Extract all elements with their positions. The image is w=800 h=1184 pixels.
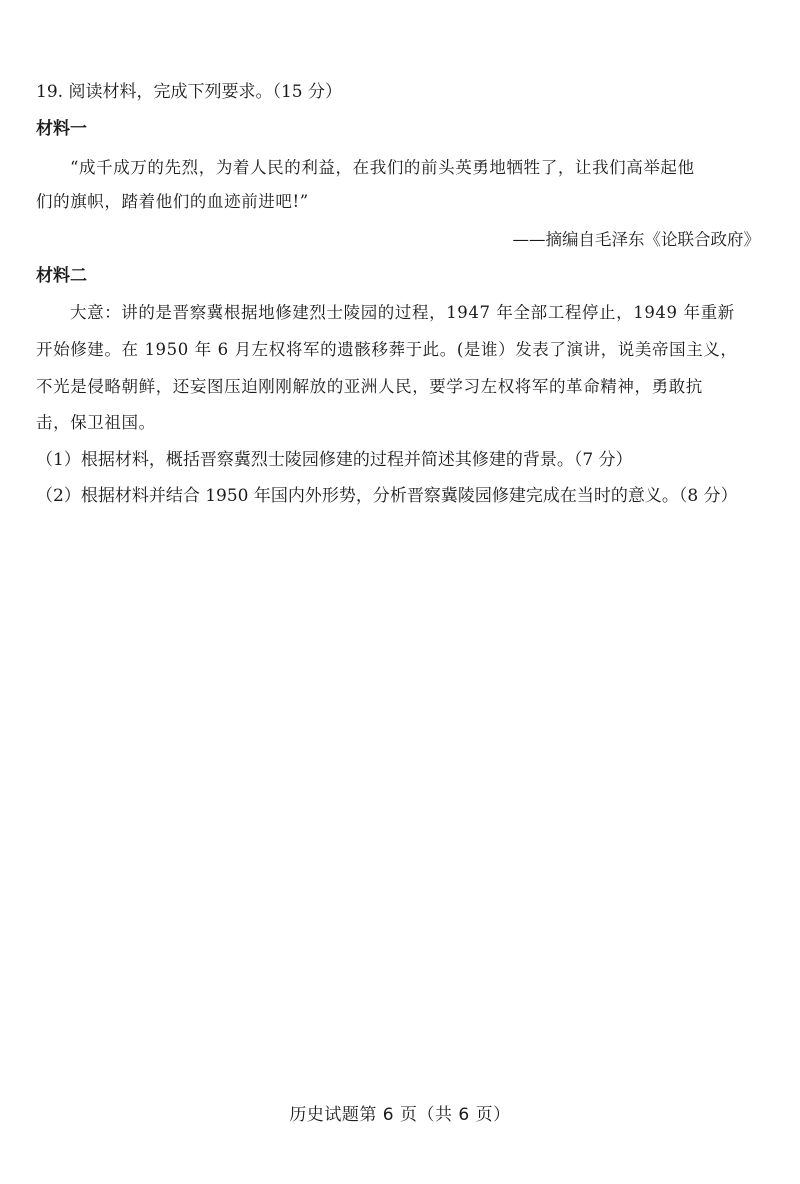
question-title: 19. 阅读材料，完成下列要求。（15 分） [36, 82, 342, 102]
material-two-line: 开始修建。在 1950 年 6 月左权将军的遗骸移葬于此。(是谁）发表了演讲，说美帝国主义， [36, 340, 738, 359]
material-two-line: 击，保卫祖国。 [36, 413, 156, 432]
material-one-quote-line: “成千成万的先烈，为着人民的利益，在我们的前头英勇地牺牲了，让我们高举起他 [70, 158, 695, 177]
material-two-line: 不光是侵略朝鲜，还妄图压迫刚刚解放的亚洲人民，要学习左权将军的革命精神，勇敢抗 [36, 377, 703, 396]
sub-question-2: （2）根据材料并结合 1950 年国内外形势，分析晋察冀陵园修建完成在当时的意义。（8 分） [36, 486, 738, 506]
sub-question-1: （1）根据材料，概括晋察冀烈士陵园修建的过程并简述其修建的背景。（7 分） [36, 450, 633, 470]
material-two-heading: 材料二 [36, 266, 87, 286]
material-one-heading: 材料一 [36, 119, 87, 139]
quote-source: ——摘编自毛泽东《论联合政府》 [512, 230, 760, 249]
page-footer: 历史试题第 6 页（共 6 页） [289, 1105, 511, 1125]
material-two-line: 大意：讲的是晋察冀根据地修建烈士陵园的过程，1947 年全部工程停止，1949 年重新 [70, 303, 735, 322]
material-one-quote-line: 们的旗帜，踏着他们的血迹前进吧!” [36, 192, 309, 211]
